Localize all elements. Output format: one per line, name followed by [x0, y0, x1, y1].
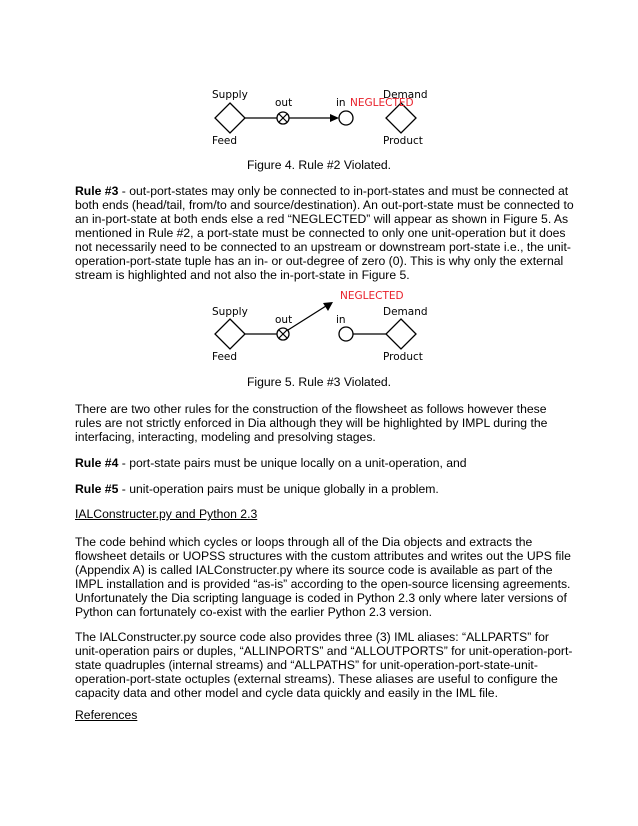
rule-4-paragraph — [75, 456, 575, 470]
out-port-state — [277, 328, 289, 340]
rule-4-label: Rule #4 — [75, 456, 119, 470]
feed-label: Feed — [212, 351, 238, 363]
figure-4-caption: Figure 4. Rule #2 Violated. — [246, 158, 392, 172]
supply-unit-diamond — [215, 103, 245, 133]
supply-unit-diamond — [215, 319, 245, 349]
supply-label: Supply — [212, 89, 248, 101]
external-stream-arrow — [289, 114, 339, 122]
demand-unit-diamond — [386, 319, 416, 349]
out-port-label: out — [275, 314, 293, 326]
demand-label: Demand — [383, 89, 428, 101]
code-paragraph: The code behind which cycles or loops through all of the Dia objects and extracts the flowsheet details or UOPSS structures with the custom attributes and writes out the UPS file (Appendix A) is called IALConstructer.py where its source code is available as part of the IMPL installation and is provided “as-is” according to the open-source licensing agreements. Unfortunately the Dia scripting language is coded in Python 2.3 only where later versions of Python can fortunately co-exist with the earlier Python 2.3 version. — [75, 535, 571, 619]
references-heading: References — [75, 708, 138, 722]
section-heading: IALConstructer.py and Python 2.3 — [75, 507, 258, 521]
neglected-label: NEGLECTED — [340, 290, 404, 302]
rule-3-paragraph — [75, 184, 575, 282]
rule-5-text: - unit-operation pairs must be unique globally in a problem. — [118, 482, 439, 496]
feed-label: Feed — [212, 135, 238, 147]
rule-5-paragraph — [75, 482, 575, 496]
figure-5-caption: Figure 5. Rule #3 Violated. — [246, 375, 392, 389]
demand-label: Demand — [383, 306, 428, 318]
product-label: Product — [383, 135, 423, 147]
aliases-paragraph: The IALConstructer.py source code also provides three (3) IML aliases: “ALLPARTS” for unit-operation pairs or duples, “ALLINPORTS” and “ALLOUTPORTS” for unit-operation-port-state quadruples (internal streams) and “ALLPATHS” for unit-operation-port-state-unit-operation-port-state octuples (external streams). These aliases are useful to configure the capacity data and other model and cycle data quickly and easily in the IML file. — [75, 630, 573, 700]
in-port-label: in — [336, 314, 346, 326]
figure-4-diagram — [200, 84, 440, 150]
supply-label: Supply — [212, 306, 248, 318]
rule-4-text: - port-state pairs must be unique locally on a unit-operation, and — [118, 456, 467, 470]
figure-5-diagram — [200, 288, 440, 366]
product-label: Product — [383, 351, 423, 363]
out-port-label: out — [275, 97, 293, 109]
rule-3-text: - out-port-states may only be connected to in-port-states and must be connected at both ends (head/tail, from/to and source/destination). An out-port-state must be connected to an in-port-state at both ends else a red “NEGLECTED” will appear as shown in Figure 5. As mentioned in Rule #2, a port-state must be connected to only one unit-operation but it does not necessarily need to be connected to an upstream or downstream port-state i.e., the unit-operation-port-state tuple has an in- or out-degree of zero (0). This is why only the external stream is highlighted and not also the in-port-state in Figure 5. — [75, 184, 574, 282]
rule-5-label: Rule #5 — [75, 482, 119, 496]
in-port-label: in — [336, 97, 346, 109]
neglected-label: NEGLECTED — [350, 97, 414, 109]
rule-3-label: Rule #3 — [75, 184, 119, 198]
other-rules-paragraph: There are two other rules for the construction of the flowsheet as follows however these rules are not strictly enforced in Dia although they will be highlighted by IMPL during the interfacing, interacting, modeling and presolving stages. — [75, 402, 548, 444]
out-port-state — [277, 112, 289, 124]
in-port-state — [339, 111, 353, 125]
dangling-stream-arrow — [288, 302, 333, 330]
in-port-state — [339, 327, 353, 341]
